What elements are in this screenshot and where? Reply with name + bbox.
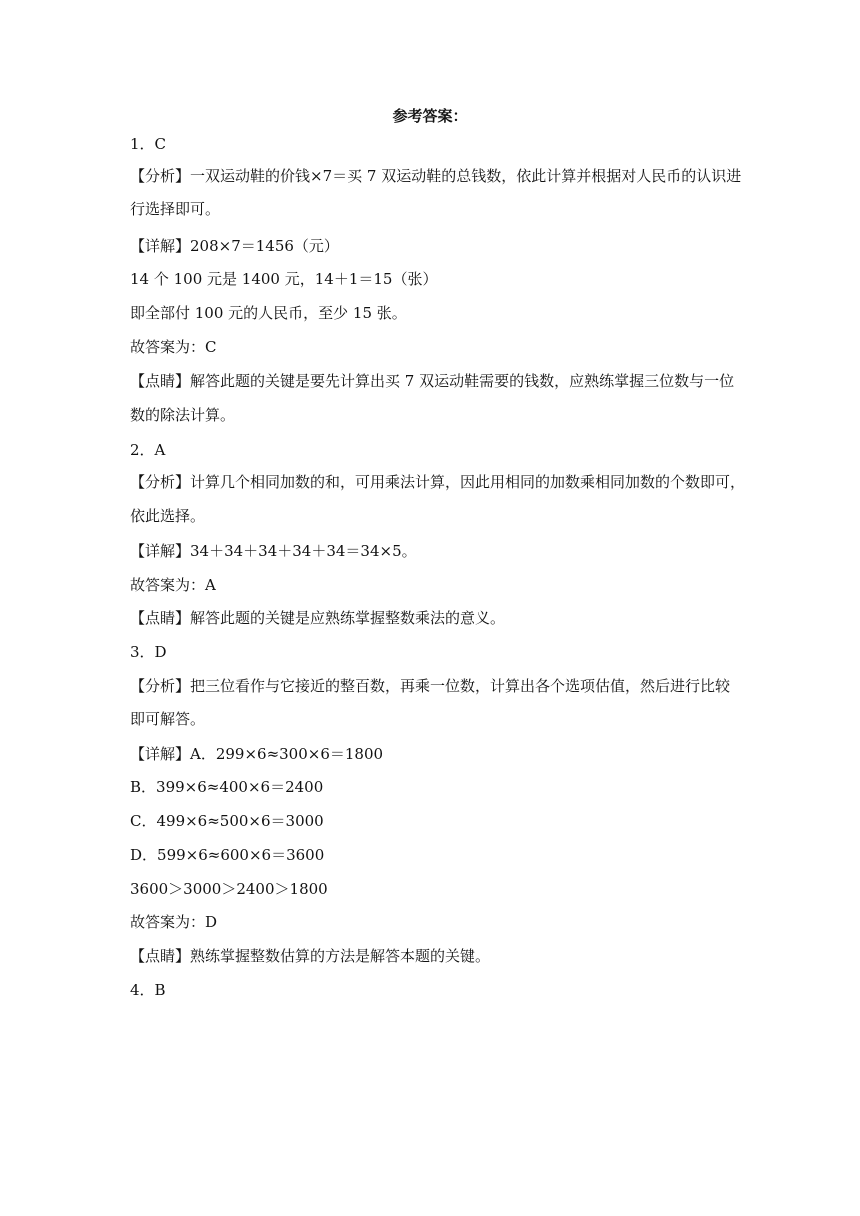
question-1-answer: 1．C xyxy=(130,135,167,153)
q1-detail: 【详解】208×7＝1456（元） xyxy=(130,237,339,255)
q1-detail-line-2: 14 个 100 元是 1400 元，14＋1＝15（张） xyxy=(130,270,438,288)
q2-detail: 【详解】34＋34＋34＋34＋34＝34×5。 xyxy=(130,542,417,560)
q1-answer-line: 故答案为：C xyxy=(130,338,217,356)
q1-comment: 【点睛】解答此题的关键是要先计算出买 7 双运动鞋需要的钱数，应熟练掌握三位数与一位 xyxy=(130,372,735,390)
q2-analysis-cont: 依此选择。 xyxy=(130,507,206,525)
q3-detail-c: C．499×6≈500×6＝3000 xyxy=(130,812,324,830)
question-2-answer: 2．A xyxy=(130,441,166,459)
q3-analysis-cont: 即可解答。 xyxy=(130,710,206,728)
q1-analysis: 【分析】一双运动鞋的价钱×7＝买 7 双运动鞋的总钱数，依此计算并根据对人民币的认识进 xyxy=(130,167,742,185)
q1-analysis-cont: 行选择即可。 xyxy=(130,200,221,218)
q3-detail-b: B．399×6≈400×6＝2400 xyxy=(130,778,324,796)
q2-comment: 【点睛】解答此题的关键是应熟练掌握整数乘法的意义。 xyxy=(130,609,506,627)
q3-comparison: 3600＞3000＞2400＞1800 xyxy=(130,880,328,898)
q3-comment: 【点睛】熟练掌握整数估算的方法是解答本题的关键。 xyxy=(130,947,491,965)
q1-detail-line-3: 即全部付 100 元的人民币，至少 15 张。 xyxy=(130,304,407,322)
q3-analysis: 【分析】把三位看作与它接近的整百数，再乘一位数，计算出各个选项估值，然后进行比较 xyxy=(130,677,731,695)
q3-answer-line: 故答案为：D xyxy=(130,913,218,931)
question-4-answer: 4．B xyxy=(130,981,166,999)
q3-detail-d: D．599×6≈600×6＝3600 xyxy=(130,846,325,864)
q2-answer-line: 故答案为：A xyxy=(130,576,216,594)
q2-analysis: 【分析】计算几个相同加数的和，可用乘法计算，因此用相同的加数乘相同加数的个数即可， xyxy=(130,473,746,491)
page-title: 参考答案： xyxy=(392,107,468,125)
q1-comment-cont: 数的除法计算。 xyxy=(130,406,236,424)
q3-detail: 【详解】A．299×6≈300×6＝1800 xyxy=(130,745,384,763)
question-3-answer: 3．D xyxy=(130,643,167,661)
